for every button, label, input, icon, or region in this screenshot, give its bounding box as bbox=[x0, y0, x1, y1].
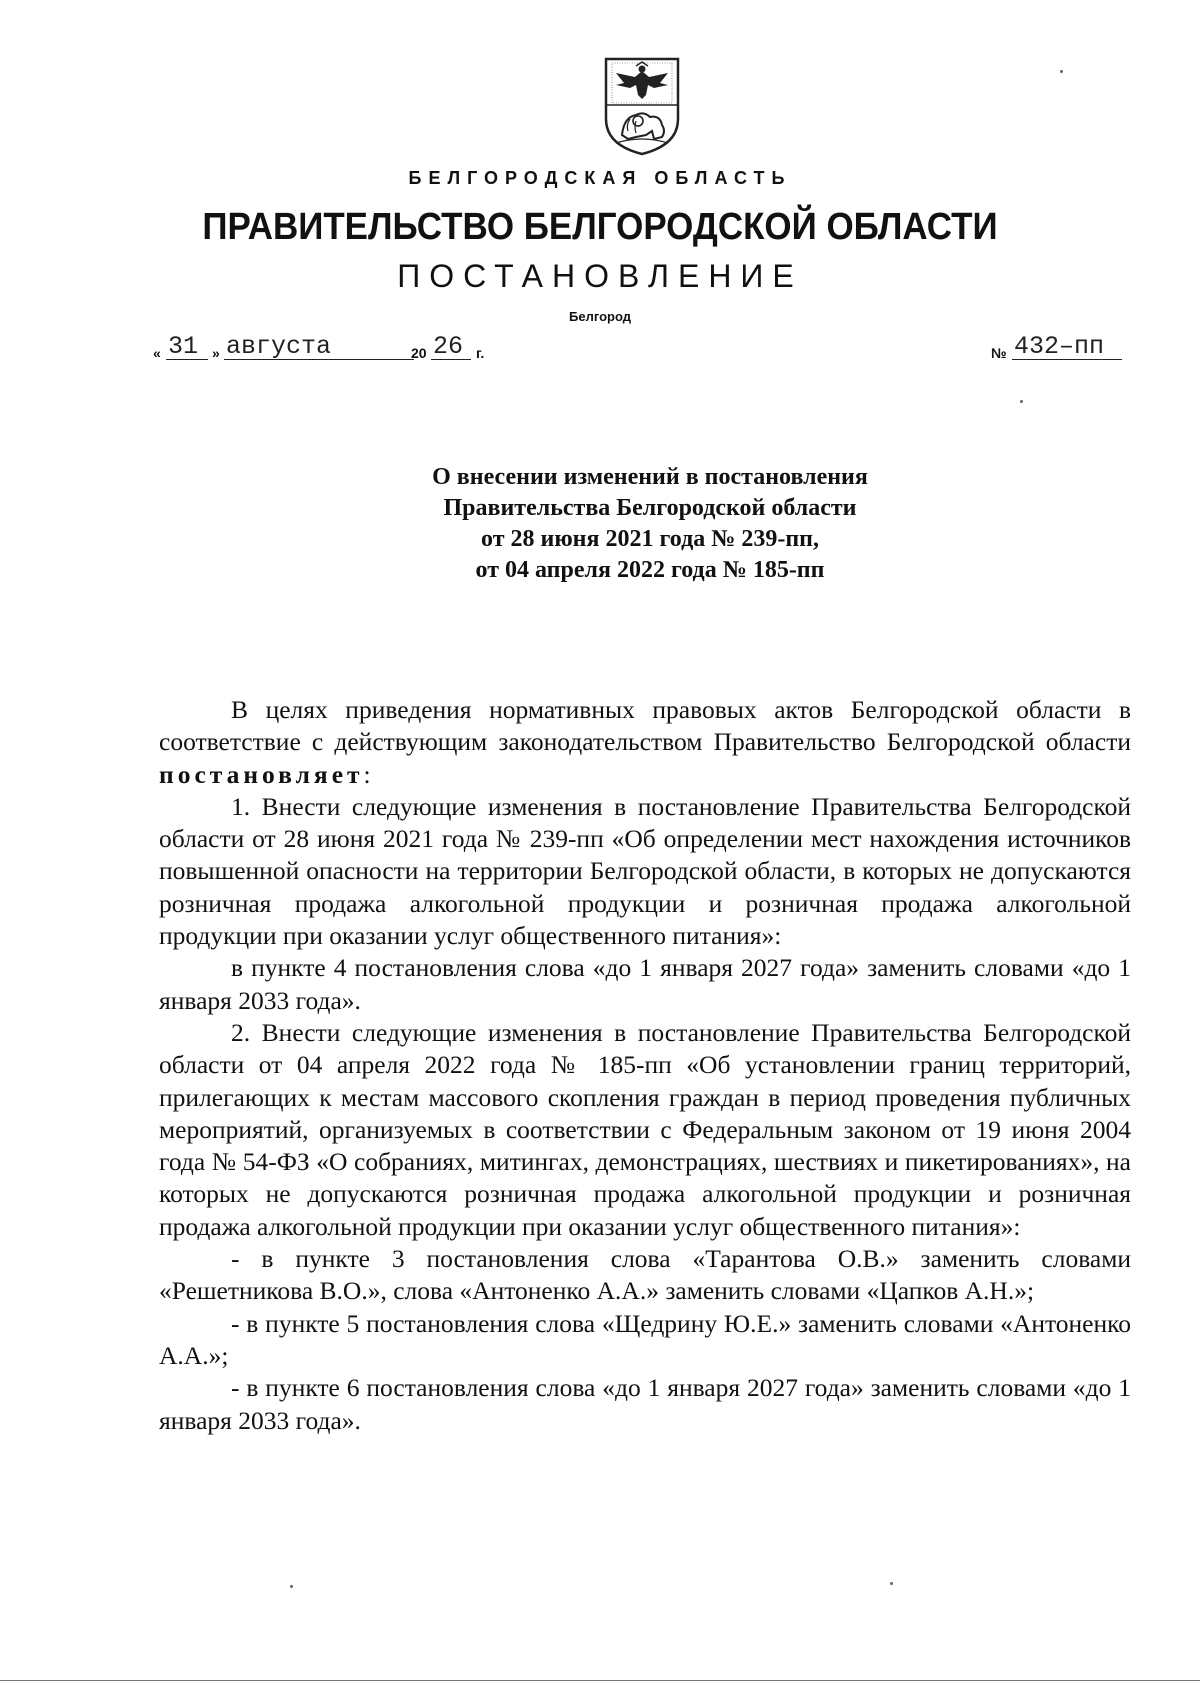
resolves-word: постановляет bbox=[159, 759, 364, 789]
date-month: августа bbox=[226, 332, 332, 361]
year-suffix: 26 bbox=[433, 332, 464, 361]
document-type: ПОСТАНОВЛЕНИЕ bbox=[397, 258, 803, 294]
scan-speck bbox=[1020, 400, 1023, 403]
city-name: Белгород bbox=[569, 309, 631, 324]
year-unit: г. bbox=[476, 345, 485, 361]
title-line-1: О внесении изменений в постановления bbox=[432, 464, 868, 490]
clause-2-change-2: - в пункте 5 постановления слова «Щедрину Ю.Е.» заменить словами «Антоненко А.А.»; bbox=[159, 1308, 1131, 1370]
open-quote: « bbox=[153, 345, 161, 361]
page-bottom-line bbox=[0, 1680, 1200, 1681]
clause-2-change-1: - в пункте 3 постановления слова «Тарантова О.В.» заменить словами «Решетникова В.О.», слова «Антоненко А.А.» заменить словами «Цапков А.Н.»; bbox=[159, 1244, 1131, 1306]
title-line-3: от 28 июня 2021 года № 239-пп, bbox=[481, 526, 819, 552]
scan-speck bbox=[890, 1582, 893, 1585]
clause-1-change: в пункте 4 постановления слова «до 1 января 2027 года» заменить словами «до 1 января 2033 года». bbox=[159, 953, 1131, 1015]
preamble-text: В целях приведения нормативных правовых актов Белгородской области в соответствие с действующим законодательством Правительство Белгородской области bbox=[159, 695, 1131, 757]
clause-2-change-3: - в пункте 6 постановления слова «до 1 января 2027 года» заменить словами «до 1 января 2033 года». bbox=[159, 1373, 1131, 1435]
government-name: ПРАВИТЕЛЬСТВО БЕЛГОРОДСКОЙ ОБЛАСТИ bbox=[202, 206, 998, 248]
title-line-2: Правительства Белгородской области bbox=[443, 495, 857, 521]
preamble-colon: : bbox=[363, 759, 371, 789]
clause-1: 1. Внести следующие изменения в постановление Правительства Белгородской области от 28 июня 2021 года № 239-пп «Об определении мест нахождения источников повышенной опасности на территории Белгородской области, в которых не допускаются розничная продажа алкогольной продукции и розничная продажа алкогольной продукции при оказании услуг общественного питания»: bbox=[159, 791, 1131, 951]
document-title bbox=[200, 462, 1100, 586]
date-day: 31 bbox=[168, 332, 199, 361]
scan-speck bbox=[290, 1585, 293, 1588]
preamble-paragraph bbox=[159, 694, 1131, 791]
year-prefix: 20 bbox=[411, 345, 427, 361]
document-body bbox=[159, 694, 1131, 1437]
title-line-4: от 04 апреля 2022 года № 185-пп bbox=[475, 557, 825, 583]
scan-speck bbox=[1060, 70, 1063, 73]
clause-2: 2. Внести следующие изменения в постановление Правительства Белгородской области от 04 апреля 2022 года № 185-пп «Об установлении границ территорий, прилегающих к местам массового скопления граждан в период проведения публичных мероприятий, организуемых в соответствии с Федеральным законом от 19 июня 2004 года № 54-ФЗ «О собраниях, митингах, демонстрациях, шествиях и пикетированиях», на которых не допускаются розничная продажа алкогольной продукции и розничная продажа алкогольной продукции при оказании услуг общественного питания»: bbox=[159, 1017, 1131, 1241]
close-quote: » bbox=[212, 345, 220, 361]
document-number: 432–пп bbox=[1014, 332, 1105, 361]
number-prefix: № bbox=[991, 345, 1007, 361]
belgorod-coat-of-arms-icon bbox=[602, 55, 682, 157]
region-name: БЕЛГОРОДСКАЯ ОБЛАСТЬ bbox=[408, 168, 792, 188]
